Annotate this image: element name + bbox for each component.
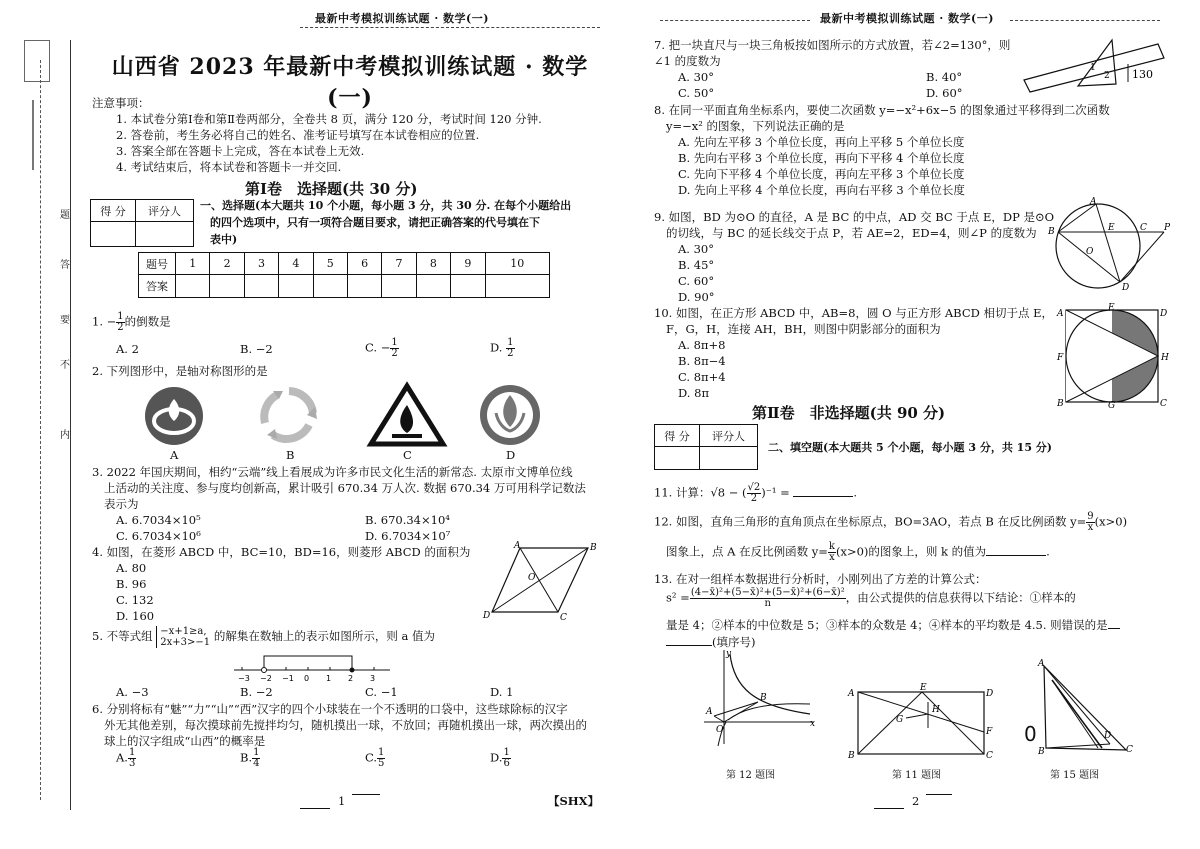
q5-stem xyxy=(92,626,435,648)
q6-line-3: 球上的汉字组成“山西”的概率是 xyxy=(104,734,266,748)
q1-opt-c-num: 1 xyxy=(391,337,398,348)
section1-title: 第Ⅰ卷 选择题(共 30 分) xyxy=(245,180,418,198)
q6-opt-c-label: C. xyxy=(365,750,378,765)
q12-line2-a: 图象上，点 A 在反比例函数 y= xyxy=(666,544,828,559)
left-footer-rule-2 xyxy=(352,794,380,795)
fig15-label-d: D xyxy=(1104,731,1112,741)
q12-answer-blank[interactable] xyxy=(986,545,1046,556)
answer-table-row-label: 答案 xyxy=(139,275,176,298)
answer-table-number: 5 xyxy=(313,253,347,275)
q5-stem-suffix: 的解集在数轴上的表示如图所示，则 a 值为 xyxy=(213,629,435,643)
answer-table-cell[interactable] xyxy=(416,275,450,298)
q2-label-d: D xyxy=(506,448,516,462)
q13-line-1: 13. 在对一组样本数据进行分析时，小刚列出了方差的计算公式： xyxy=(654,572,987,586)
answer-table-cell[interactable] xyxy=(279,275,313,298)
fig12-label-o: O xyxy=(716,725,724,735)
q6-opt-b-frac xyxy=(252,748,260,769)
q12-line1-b: (x>0) xyxy=(1094,514,1128,529)
fig11-label-h: H xyxy=(932,705,940,715)
left-page-number: 1 xyxy=(338,794,346,808)
q10-label-e: E xyxy=(1108,303,1115,313)
q3-line-3: 表示为 xyxy=(104,497,139,511)
q11-fraction xyxy=(747,483,762,504)
q13-formula-s2: s² = xyxy=(666,590,690,605)
svg-text:A: A xyxy=(514,541,521,551)
fig15-triangle xyxy=(1032,658,1132,756)
q1-option-d[interactable] xyxy=(490,338,515,359)
q6-option-c[interactable] xyxy=(365,748,385,769)
answer-table-number: 10 xyxy=(485,253,549,275)
q8-line-1: 8. 在同一平面直角坐标系内，要使二次函数 y=−x²+6x−5 的图象通过平移得到二次函数 xyxy=(654,103,1110,117)
q9-label-d: D xyxy=(1122,283,1130,293)
q12-line-2 xyxy=(666,542,1050,563)
q10-line-1: 10. 如图，在正方形 ABCD 中，AB=8，圆 O 与正方形 ABCD 相切于点 E， xyxy=(654,306,1054,320)
q6-opt-d-label: D. xyxy=(490,750,503,765)
q6-opt-b-num: 1 xyxy=(253,747,260,758)
q13-formula-num: (4−x̄)²+(5−x̄)²+(5−x̄)²+(6−x̄)² xyxy=(690,587,845,598)
score-box-2 xyxy=(654,424,758,470)
q10-option-b[interactable]: B. 8π−4 xyxy=(678,354,726,368)
q6-opt-d-den: 6 xyxy=(503,758,510,769)
q5-option-c[interactable]: C. −1 xyxy=(365,685,398,699)
q1-opt-c-den: 2 xyxy=(391,348,398,359)
note-3: 3. 答案全部在答题卡上完成，答在本试卷上无效. xyxy=(116,144,365,158)
fig12-label-a: A xyxy=(706,707,713,717)
q12-frac1-den: x xyxy=(1087,522,1094,533)
number-line-tick-label: 0 xyxy=(304,674,310,683)
q6-option-d[interactable] xyxy=(490,748,511,769)
q11-end: . xyxy=(853,485,858,500)
q9-line-2: 的切线，与 BC 的延长线交于点 P，若 AE=2，ED=4，则∠P 的度数为 xyxy=(666,226,1037,240)
q12-frac-1 xyxy=(1086,512,1094,533)
q12-frac1-num: 9 xyxy=(1087,511,1094,522)
notes-heading: 注意事项： xyxy=(92,96,150,110)
fig12-label-b: B xyxy=(760,693,767,703)
q3-option-c[interactable]: C. 6.7034×10⁶ xyxy=(116,529,201,543)
strip-char-3: 要 xyxy=(60,315,70,326)
q13-line-3 xyxy=(666,618,1120,633)
q2-stem: 2. 下列图形中，是轴对称图形的是 xyxy=(92,364,268,378)
q1-stem-suffix: 的倒数是 xyxy=(124,314,171,329)
note-2: 2. 答卷前，考生务必将自己的姓名、准考证号填写在本试卷相应的位置. xyxy=(116,128,480,142)
q9-option-b[interactable]: B. 45° xyxy=(678,258,715,272)
fig11-rectangle xyxy=(848,684,998,760)
number-line-tick-label: 3 xyxy=(370,674,376,683)
q5-inequality-1: −x+1≥a, xyxy=(160,626,207,637)
fig11-label-c: C xyxy=(986,751,993,761)
q12-frac-2 xyxy=(828,542,836,563)
q9-label-a: A xyxy=(1090,197,1097,207)
q1-stem xyxy=(92,312,171,333)
q2-figure-a xyxy=(143,385,205,447)
footer-code: 【SHX】 xyxy=(548,794,600,808)
binding-handwriting xyxy=(32,100,40,170)
q2-label-b: B xyxy=(286,448,295,462)
q1-opt-d-frac xyxy=(506,338,514,359)
q6-opt-a-frac xyxy=(128,748,136,769)
answer-table-cell[interactable] xyxy=(485,275,549,298)
answer-table-number: 4 xyxy=(279,253,313,275)
q5-inequality-2: 2x+3>−1 xyxy=(160,637,211,648)
answer-table xyxy=(138,252,550,298)
q11-frac-num: √2 xyxy=(747,482,761,493)
q1-stem-prefix: 1. − xyxy=(92,314,117,329)
q10-option-a[interactable]: A. 8π+8 xyxy=(678,338,726,352)
right-footer-rule xyxy=(874,808,904,809)
q1-option-b[interactable]: B. −2 xyxy=(240,342,273,356)
q7-option-a[interactable]: A. 30° xyxy=(678,70,714,84)
right-header-rule xyxy=(660,20,810,21)
open-endpoint xyxy=(262,668,267,673)
q12-line2-b: (x>0)的图象上，则 k 的值为 xyxy=(835,544,987,559)
score-label-2: 得 分 xyxy=(655,425,700,447)
q5-stem-prefix: 5. 不等式组 xyxy=(92,629,153,643)
fig11-label-a: A xyxy=(848,689,855,699)
left-header-rule xyxy=(300,27,600,28)
fig12-hyperbola xyxy=(698,648,820,752)
q10-label-d: D xyxy=(1160,309,1168,319)
q1-frac-den: 2 xyxy=(117,322,124,333)
answer-table-cell[interactable] xyxy=(244,275,278,298)
fig15-label-a: A xyxy=(1038,659,1045,669)
q2-figure-c xyxy=(368,383,446,447)
answer-table-cell[interactable] xyxy=(347,275,381,298)
q13-formula-line xyxy=(666,588,1076,609)
grader-cell[interactable] xyxy=(136,222,194,247)
q6-opt-a-label: A. xyxy=(116,750,128,765)
answer-table-number: 8 xyxy=(416,253,450,275)
answer-table-number: 6 xyxy=(347,253,381,275)
fig12-label-y: y xyxy=(726,649,732,659)
q6-opt-d-frac xyxy=(502,748,510,769)
answer-table-cell[interactable] xyxy=(313,275,347,298)
q6-opt-c-num: 1 xyxy=(378,747,385,758)
page-title: 山西省 2023 年最新中考模拟训练试题 · 数学(一) xyxy=(111,54,589,111)
q4-option-d[interactable]: D. 160 xyxy=(116,609,155,623)
q11-answer-blank[interactable] xyxy=(793,486,853,497)
score-box xyxy=(90,199,194,247)
q12-line-1 xyxy=(654,512,1127,533)
q6-option-a[interactable] xyxy=(116,748,136,769)
answer-table-number: 7 xyxy=(382,253,416,275)
answer-table-number: 1 xyxy=(176,253,210,275)
answer-table-cell[interactable] xyxy=(451,275,485,298)
left-header: 最新中考模拟训练试题 · 数学(一) xyxy=(315,12,489,25)
q8-option-c[interactable]: C. 先向下平移 4 个单位长度，再向左平移 3 个单位长度 xyxy=(678,167,965,181)
q12-end: . xyxy=(1046,544,1050,559)
q7-fig-label-1: 1 xyxy=(1090,63,1096,73)
q5-number-line xyxy=(232,648,402,684)
fig11-label-d: D xyxy=(986,689,994,699)
grader-label-2: 评分人 xyxy=(700,425,758,447)
fig12-caption: 第 12 题图 xyxy=(726,770,776,781)
q8-option-a[interactable]: A. 先向左平移 3 个单位长度，再向上平移 5 个单位长度 xyxy=(678,135,965,149)
number-line-tick-label: −3 xyxy=(238,674,250,683)
q8-option-b[interactable]: B. 先向右平移 3 个单位长度，再向下平移 4 个单位长度 xyxy=(678,151,965,165)
number-line-tick-label: 2 xyxy=(348,674,354,683)
q13-line3-text: 量是 4；②样本的中位数是 5；③样本的众数是 4；④样本的平均数是 4.5. 则错误的是 xyxy=(666,618,1108,632)
q13-answer-blank[interactable] xyxy=(1108,618,1120,629)
q9-label-b: B xyxy=(1048,227,1055,237)
q6-opt-d-num: 1 xyxy=(503,747,510,758)
q2-figure-d xyxy=(478,383,542,447)
right-header-rule-2 xyxy=(1010,20,1160,21)
answer-table-number: 9 xyxy=(451,253,485,275)
q13-formula-den: n xyxy=(764,598,771,609)
number-line-tick-label: 1 xyxy=(326,674,332,683)
q1-option-c[interactable] xyxy=(365,338,399,359)
grader-cell-2[interactable] xyxy=(700,447,758,470)
q2-label-c: C xyxy=(403,448,412,462)
score-label: 得 分 xyxy=(91,200,136,222)
svg-text:C: C xyxy=(560,613,567,623)
q10-label-b: B xyxy=(1057,399,1064,409)
q1-frac-num: 1 xyxy=(117,311,124,322)
q10-label-f: F xyxy=(1057,353,1064,363)
strip-char-4: 不 xyxy=(60,360,70,371)
q1-opt-c-label: C. − xyxy=(365,340,391,355)
q6-opt-b-den: 4 xyxy=(253,758,260,769)
q12-frac2-den: x xyxy=(829,552,835,563)
q6-opt-b-label: B. xyxy=(240,750,253,765)
score-cell-2[interactable] xyxy=(655,447,700,470)
q8-line-2: y=−x² 的图象，下列说法正确的是 xyxy=(666,119,845,133)
q6-line-1: 6. 分别将标有“魅”“力”“山”“西”汉字的四个小球装在一个不透明的口袋中，这些球除标的汉字 xyxy=(92,702,568,716)
q1-opt-d-label: D. xyxy=(490,340,507,355)
q9-label-o: O xyxy=(1086,247,1094,257)
q6-opt-a-num: 1 xyxy=(128,747,136,758)
handwritten-zero: 0 xyxy=(1024,722,1037,746)
section2-title: 第Ⅱ卷 非选择题(共 90 分) xyxy=(752,404,946,422)
q1-opt-c-frac xyxy=(390,338,398,359)
q9-option-d[interactable]: D. 90° xyxy=(678,290,715,304)
strip-char-2: 答 xyxy=(60,260,70,271)
answer-table-cell[interactable] xyxy=(382,275,416,298)
number-line-tick-label: −1 xyxy=(282,674,294,683)
q1-opt-d-den: 2 xyxy=(507,348,514,359)
q10-label-a: A xyxy=(1057,309,1064,319)
q3-line-2: 上活动的关注度、参与度均创新高，累计吸引 670.34 万人次. 数据 670.34 万可用科学记数法 xyxy=(104,481,586,495)
q13-formula-tail: ，由公式提供的信息获得以下结论：①样本的 xyxy=(845,590,1076,605)
q5-inequality-system xyxy=(156,626,210,648)
q7-line-2: ∠1 的度数为 xyxy=(654,54,721,68)
svg-text:D: D xyxy=(483,611,491,621)
fig15-label-c: C xyxy=(1126,745,1133,755)
q3-line-1: 3. 2022 年国庆期间，相约“云端”线上看展成为许多市民文化生活的新常态. 太原市文博单位线 xyxy=(92,465,573,479)
binding-line xyxy=(70,40,71,810)
answer-table-cell[interactable] xyxy=(176,275,210,298)
binding-dashed-line xyxy=(40,60,41,800)
q11 xyxy=(654,483,857,504)
strip-char-1: 题 xyxy=(60,210,70,221)
fig11-caption: 第 11 题图 xyxy=(892,770,942,781)
note-4: 4. 考试结束后，将本试卷和答题卡一并交回. xyxy=(116,160,342,174)
answer-table-number: 2 xyxy=(210,253,244,275)
right-page xyxy=(620,0,1200,849)
q10-option-c[interactable]: C. 8π+4 xyxy=(678,370,726,384)
q6-option-b[interactable] xyxy=(240,748,260,769)
q4-rhombus-figure xyxy=(480,540,597,623)
q8-option-d[interactable]: D. 先向上平移 4 个单位长度，再向右平移 3 个单位长度 xyxy=(678,183,965,197)
q9-label-e: E xyxy=(1108,223,1115,233)
q5-option-a[interactable]: A. −3 xyxy=(116,685,149,699)
q10-label-g: G xyxy=(1108,401,1116,411)
q9-label-c: C xyxy=(1140,223,1147,233)
mc-instruction-1: 一、选择题(本大题共 10 个小题，每小题 3 分，共 30 分. 在每个小题给出 xyxy=(200,199,572,212)
q7-fig-label-130: 130 xyxy=(1132,68,1153,81)
q10-line-2: F，G，H，连接 AH，BH，则图中阴影部分的面积为 xyxy=(666,322,941,336)
number-line-tick-label: −2 xyxy=(260,674,272,683)
q7-fig-label-2: 2 xyxy=(1104,71,1110,81)
q4-option-a[interactable]: A. 80 xyxy=(116,561,147,575)
q3-option-d[interactable]: D. 6.7034×10⁷ xyxy=(365,529,451,543)
score-cell[interactable] xyxy=(91,222,136,247)
fig11-label-f: F xyxy=(986,727,993,737)
answer-table-number: 3 xyxy=(244,253,278,275)
mc-instruction-3: 表中) xyxy=(210,233,238,246)
q13-line4-text: (填序号) xyxy=(712,635,756,649)
q6-line-2: 外无其他差别，每次摸球前先搅拌均匀，随机摸出一球，不放回；再随机摸出一球，两次摸出的 xyxy=(104,718,587,732)
q5-option-b[interactable]: B. −2 xyxy=(240,685,273,699)
q4-option-b[interactable]: B. 96 xyxy=(116,577,147,591)
fig15-caption: 第 15 题图 xyxy=(1050,770,1100,781)
q10-label-c: C xyxy=(1160,399,1167,409)
q11-text-a: 11. 计算：√8 − ( xyxy=(654,485,747,500)
q13-formula-frac xyxy=(690,588,846,609)
right-footer-rule-2 xyxy=(926,794,952,795)
q11-text-b: )⁻¹ = xyxy=(761,485,794,500)
q1-opt-d-num: 1 xyxy=(507,337,514,348)
q4-option-c[interactable]: C. 132 xyxy=(116,593,154,607)
q6-opt-c-den: 5 xyxy=(378,758,385,769)
answer-table-row-label: 题号 xyxy=(139,253,176,275)
q13-answer-blank-2[interactable] xyxy=(666,635,712,646)
binding-stamp xyxy=(24,40,50,82)
q1-option-a[interactable]: A. 2 xyxy=(116,342,139,356)
q6-opt-c-frac xyxy=(377,748,385,769)
q9-line-1: 9. 如图，BD 为⊙O 的直径，A 是 BC 的中点，AD 交 BC 于点 E，DP 是⊙O xyxy=(654,210,1055,224)
svg-text:O: O xyxy=(528,573,536,583)
q7-ruler-triangle-figure xyxy=(1020,36,1170,92)
q6-opt-a-den: 3 xyxy=(128,758,136,769)
svg-text:B: B xyxy=(590,543,597,553)
q3-option-b[interactable]: B. 670.34×10⁴ xyxy=(365,513,450,527)
binding-strip xyxy=(8,30,68,830)
strip-char-5: 内 xyxy=(60,430,70,441)
q10-option-d[interactable]: D. 8π xyxy=(678,386,709,400)
fig11-label-g: G xyxy=(896,715,904,725)
q11-frac-den: 2 xyxy=(750,493,758,504)
q9-label-p: P xyxy=(1164,223,1171,233)
q2-figure-b xyxy=(257,385,321,447)
fig15-label-b: B xyxy=(1038,747,1045,757)
q12-frac2-num: k xyxy=(828,541,835,552)
q12-line1-a: 12. 如图，直角三角形的直角顶点在坐标原点，BO=3AO，若点 B 在反比例函数 y= xyxy=(654,514,1087,529)
right-header: 最新中考模拟训练试题 · 数学(一) xyxy=(820,12,994,25)
q7-option-c[interactable]: C. 50° xyxy=(678,86,715,100)
q4-stem: 4. 如图，在菱形 ABCD 中，BC=10，BD=16，则菱形 ABCD 的面积为 xyxy=(92,545,471,559)
answer-table-cell[interactable] xyxy=(210,275,244,298)
q9-circle-figure xyxy=(1048,196,1170,292)
note-1: 1. 本试卷分第Ⅰ卷和第Ⅱ卷两部分，全卷共 8 页，满分 120 分，考试时间 120 分钟. xyxy=(116,112,542,126)
q1-fraction xyxy=(116,312,124,333)
closed-endpoint xyxy=(350,668,355,673)
q7-option-b[interactable]: B. 40° xyxy=(926,70,963,84)
q10-label-h: H xyxy=(1161,353,1169,363)
fig12-label-x: x xyxy=(810,719,816,729)
q7-option-d[interactable]: D. 60° xyxy=(926,86,963,100)
q2-label-a: A xyxy=(170,448,179,462)
fig11-label-b: B xyxy=(848,751,855,761)
q10-square-figure xyxy=(1056,303,1172,411)
grader-label: 评分人 xyxy=(136,200,194,222)
mc-instruction-2: 的四个选项中，只有一项符合题目要求，请把正确答案的代号填在下 xyxy=(210,216,540,229)
q7-line-1: 7. 把一块直尺与一块三角板按如图所示的方式放置，若∠2=130°，则 xyxy=(654,38,1011,52)
right-page-number: 2 xyxy=(912,794,920,808)
q3-option-a[interactable]: A. 6.7034×10⁵ xyxy=(116,513,201,527)
fill-instruction: 二、填空题(本大题共 5 个小题，每小题 3 分，共 15 分) xyxy=(768,441,1053,454)
fig11-label-e: E xyxy=(920,683,927,693)
q5-option-d[interactable]: D. 1 xyxy=(490,685,514,699)
q9-option-c[interactable]: C. 60° xyxy=(678,274,715,288)
left-footer-rule xyxy=(300,808,330,809)
q9-option-a[interactable]: A. 30° xyxy=(678,242,714,256)
